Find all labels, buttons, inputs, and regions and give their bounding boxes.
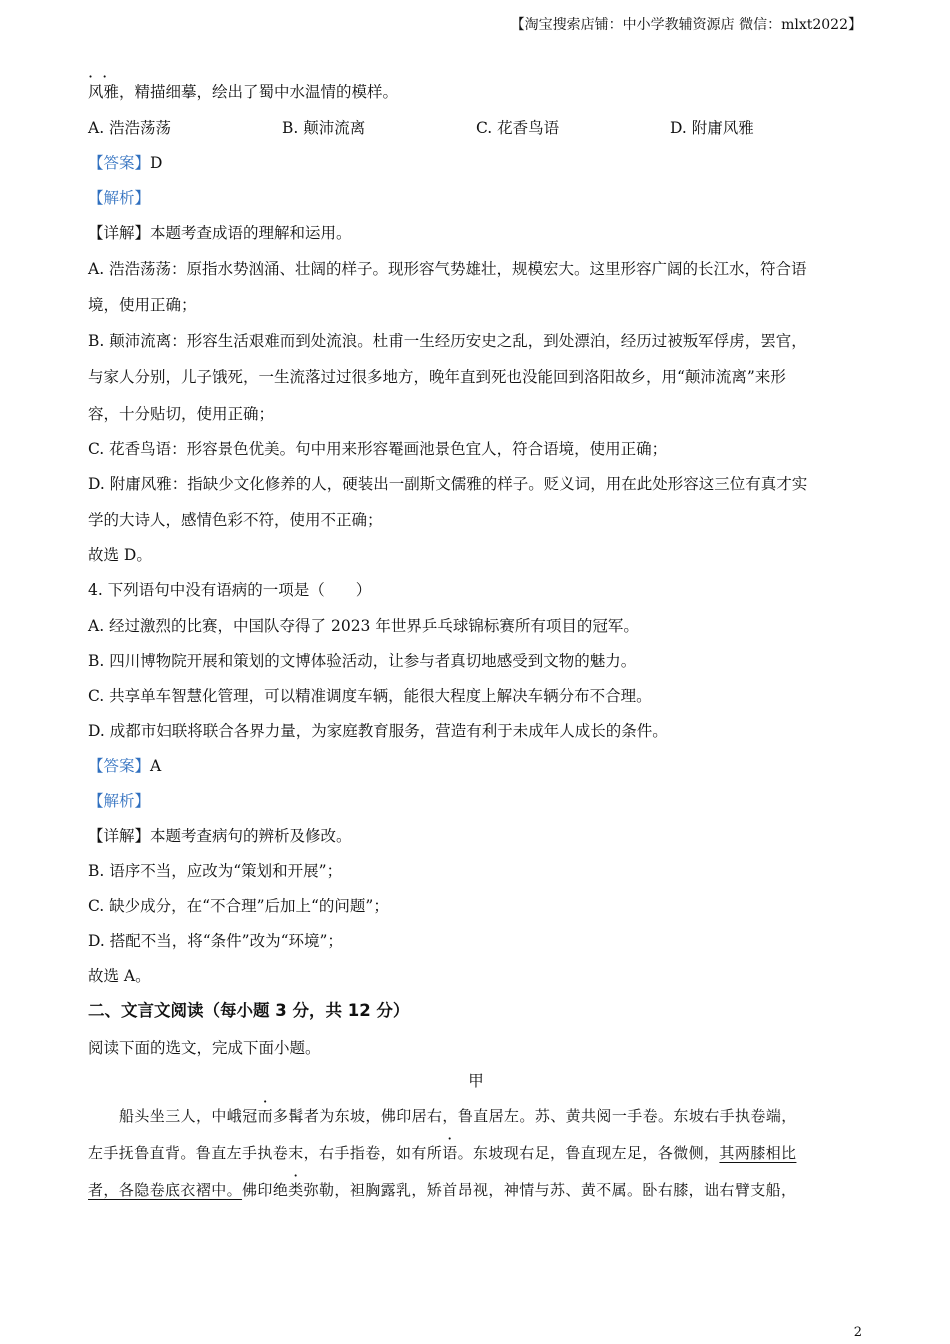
section-title: 二、文言文阅读（每小题 3 分，共 12 分） [88, 1001, 410, 1020]
q3-option-b: B. 颠沛流离 [282, 119, 366, 137]
q4-line-4: 故选 A。 [88, 967, 151, 985]
passage-line-2 [88, 1143, 864, 1163]
q3-option-a: A. 浩浩荡荡 [88, 119, 172, 137]
page-number: 2 [853, 1325, 862, 1340]
section-intro: 阅读下面的选文，完成下面小题。 [88, 1039, 321, 1057]
top-line: 风雅，精描细摹，绘出了蜀中水温情的模样。 [88, 83, 399, 101]
passage-text: 弥勒，袒胸露乳，矫首昂视，神情与苏、黄不属。卧右膝，诎右臂支船， [303, 1181, 797, 1199]
q3-line-1: A. 浩浩荡荡：原指水势汹涌、壮阔的样子。现形容气势雄壮，规模宏大。这里形容广阔的长江水，符合语 [88, 260, 807, 278]
q3-line-8: 学的大诗人，感情色彩不符，使用不正确； [88, 511, 383, 529]
underlined-sentence: 其两膝相比 [719, 1144, 797, 1162]
passage-text: 。东坡现右足，鲁直现左足，各微侧， [457, 1144, 720, 1162]
q3-option-d: D. 附庸风雅 [670, 119, 754, 137]
emphasis-dots: ·· [88, 67, 117, 86]
answer-tag: 【答案】 [88, 757, 151, 775]
passage-text: 船头坐三人，中峨冠 [119, 1107, 258, 1125]
dotted-char: 而 [257, 1107, 274, 1125]
top-line-wrap [88, 67, 864, 102]
answer-value: D [150, 154, 163, 172]
q3-line-7: D. 附庸风雅：指缺少文化修养的人，硬装出一副斯文儒雅的样子。贬义词，用在此处形容这三位有真才实 [88, 475, 808, 493]
q3-line-5: 容，十分贴切，使用正确； [88, 405, 275, 423]
q3-option-c: C. 花香鸟语 [476, 119, 560, 137]
passage-title: 甲 [468, 1072, 484, 1090]
q4-analysis-tag: 【解析】 [88, 792, 151, 810]
page-header: 【淘宝搜索店铺：中小学教辅资源店 微信：mlxt2022】 [510, 17, 862, 33]
q3-line-4: 与家人分别，儿子饿死，一生流落过过很多地方，晚年直到死也没能回到洛阳故乡，用“颠沛流离”来形 [88, 368, 786, 386]
passage-text: 左手抚鲁直背。鲁直左手执卷末，右手指卷，如有所 [88, 1144, 443, 1162]
answer-tag: 【答案】 [88, 154, 151, 172]
q4-option-a: A. 经过激烈的比赛，中国队夺得了 2023 年世界乒乓球锦标赛所有项目的冠军。 [88, 617, 639, 635]
answer-value: A [150, 757, 162, 775]
q4-line-2: C. 缺少成分，在“不合理”后加上“的问题”； [88, 897, 389, 915]
q3-line-2: 境，使用正确； [88, 296, 197, 314]
q4-option-c: C. 共享单车智慧化管理，可以精准调度车辆，能很大程度上解决车辆分布不合理。 [88, 687, 652, 705]
q4-detail: 【详解】本题考查病句的辨析及修改。 [88, 827, 352, 845]
passage-text: 佛印绝 [242, 1181, 289, 1199]
passage-text: 多髯者为东坡，佛印居右，鲁直居左。苏、黄共阅一手卷。东坡右手执卷端， [273, 1107, 797, 1125]
q4-option-d: D. 成都市妇联将联合各界力量，为家庭教育服务，营造有利于未成年人成长的条件。 [88, 722, 668, 740]
underlined-sentence: 者，各隐卷底衣褶中。 [88, 1181, 243, 1199]
q3-line-9: 故选 D。 [88, 546, 152, 564]
q4-answer [88, 756, 864, 776]
q3-detail: 【详解】本题考查成语的理解和运用。 [88, 224, 352, 242]
q3-line-6: C. 花香鸟语：形容景色优美。句中用来形容罨画池景色宜人，符合语境，使用正确； [88, 440, 668, 458]
q4-line-3: D. 搭配不当，将“条件”改为“环境”； [88, 932, 343, 950]
passage-line-1 [88, 1106, 864, 1126]
q3-line-3: B. 颠沛流离：形容生活艰难而到处流浪。杜甫一生经历安史之乱，到处漂泊，经历过被叛军俘虏，罢官， [88, 332, 807, 350]
q4-question: 4. 下列语句中没有语病的一项是（ ） [88, 581, 372, 599]
q3-analysis-tag: 【解析】 [88, 189, 151, 207]
dotted-char: 类 [288, 1181, 304, 1199]
passage-line-3 [88, 1180, 864, 1200]
q4-option-b: B. 四川博物院开展和策划的文博体验活动，让参与者真切地感受到文物的魅力。 [88, 652, 637, 670]
dotted-char: 语 [442, 1144, 458, 1162]
q3-answer [88, 153, 864, 173]
q4-line-1: B. 语序不当，应改为“策划和开展”； [88, 862, 343, 880]
